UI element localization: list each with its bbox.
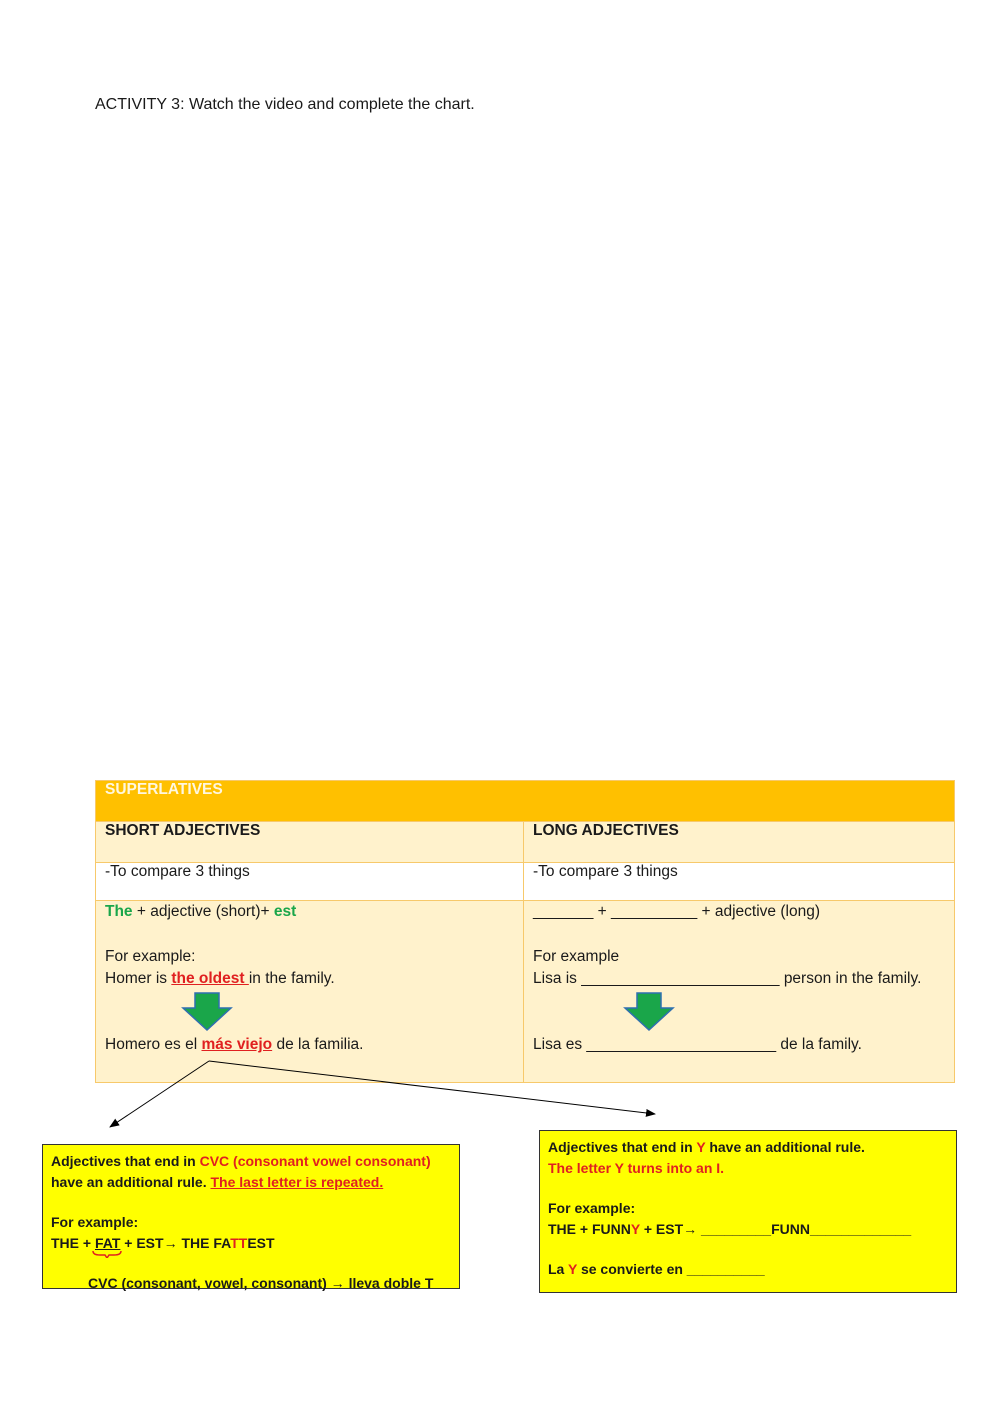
cvc-note: CVC (consonant, vowel, consonant) → lleva doble T (88, 1275, 434, 1291)
y-example: THE + FUNNY + EST→ _________FUNN_____________ (548, 1220, 912, 1237)
superlatives-table (95, 780, 955, 1083)
long-purpose: -To compare 3 things (524, 863, 955, 901)
long-rule-cell (524, 901, 955, 1083)
cvc-line-2: have an additional rule. The last letter is repeated. (51, 1173, 384, 1190)
long-rule: _______ + __________ + adjective (long) (533, 903, 820, 920)
short-rule: The + adjective (short)+ est (105, 903, 297, 920)
cvc-rule-box (42, 1144, 460, 1289)
table-title: SUPERLATIVES (96, 781, 955, 822)
activity-instruction: ACTIVITY 3: Watch the video and complete the chart. (95, 96, 475, 113)
long-example-label: For example (533, 948, 620, 965)
y-line-1: Adjectives that end in Y have an additional rule. (548, 1139, 865, 1155)
cvc-example-label: For example: (51, 1214, 139, 1230)
short-adjectives-header: SHORT ADJECTIVES (96, 822, 524, 863)
down-arrow-icon (623, 992, 675, 1032)
cvc-example: THE + FAT + EST→ THE FATTEST (51, 1233, 451, 1254)
y-rule-box (539, 1130, 957, 1293)
long-adjectives-header: LONG ADJECTIVES (524, 822, 955, 863)
long-example: Lisa is _______________________ person in the family. (533, 970, 922, 987)
y-note: La Y se convierte en __________ (548, 1261, 765, 1277)
short-example: Homer is the oldest in the family. (105, 970, 335, 987)
y-example-label: For example: (548, 1200, 636, 1216)
short-purpose: -To compare 3 things (96, 863, 524, 901)
short-rule-cell (96, 901, 524, 1083)
y-line-2: The letter Y turns into an I. (548, 1159, 725, 1176)
short-translation: Homero es el más viejo de la familia. (105, 1036, 364, 1053)
brace-icon (92, 1250, 122, 1258)
down-arrow-icon (181, 992, 233, 1032)
short-example-label: For example: (105, 948, 196, 965)
long-translation: Lisa es ______________________ de la family. (533, 1036, 862, 1053)
cvc-line-1: Adjectives that end in CVC (consonant vowel consonant) (51, 1153, 431, 1169)
